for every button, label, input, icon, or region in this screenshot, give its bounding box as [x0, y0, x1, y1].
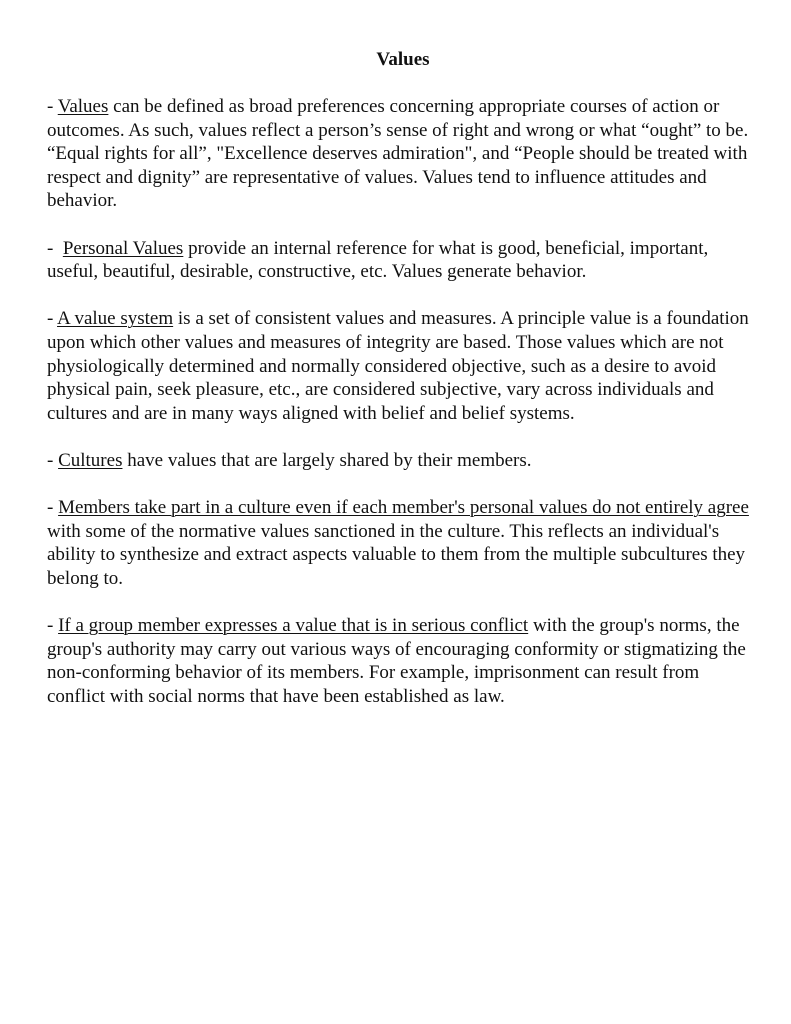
paragraph-text: can be defined as broad preferences concerning appropriate courses of action or outcomes. As such, values reflect a person’s sense of right and wrong or what “ought” to be. “Equal rights for all”, "Excellence deserves admiration", and “People should be treated with respect and dignity” are representative of values. Values tend to influence attitudes and behavior. — [47, 96, 749, 212]
paragraph-text: with some of the normative values sanctioned in the culture. This reflects an individual's ability to synthesize and extract aspects valuable to them from the multiple subcultures they belong to. — [47, 520, 746, 589]
paragraph-bullet: - — [47, 449, 59, 471]
paragraph-bullet: - — [47, 96, 58, 117]
paragraph-members — [47, 496, 759, 590]
paragraph-bullet: - — [47, 497, 59, 519]
paragraph-values-definition — [47, 95, 759, 213]
term-group-conflict: If a group member expresses a value that is in serious conflict — [58, 615, 529, 637]
paragraph-value-system — [47, 307, 759, 425]
term-members: Members take part in a culture even if each member's personal values do not entirely agree — [58, 497, 749, 519]
paragraph-text: is a set of consistent values and measures. A principle value is a foundation upon which other values and measures of integrity are based. Those values which are not physiologically determined and normally considered objective, such as a desire to avoid physical pain, seek pleasure, etc., are considered subjective, vary across individuals and cultures and are in many ways aligned with belief and belief systems. — [47, 308, 749, 424]
paragraph-cultures — [47, 449, 759, 473]
document-page — [47, 48, 759, 732]
paragraph-bullet: - — [47, 615, 59, 637]
paragraph-text: provide an internal reference for what is good, beneficial, important, useful, beautiful, desirable, constructive, etc. Values generate behavior. — [47, 237, 709, 283]
paragraph-text: with the group's norms, the group's authority may carry out various ways of encouraging conformity or stigmatizing the non-conforming behavior of its members. For example, imprisonment can result from conflict with social norms that have been established as law. — [47, 615, 746, 707]
paragraph-text: have values that are largely shared by their members. — [122, 449, 532, 471]
term-values: Values — [57, 96, 109, 117]
paragraph-group-conflict — [47, 614, 759, 708]
term-personal-values: Personal Values — [62, 237, 184, 259]
term-value-system: A value system — [57, 308, 174, 330]
paragraph-bullet: - — [47, 308, 58, 330]
term-cultures: Cultures — [58, 449, 123, 471]
paragraph-personal-values — [47, 237, 759, 284]
paragraph-bullet: - — [47, 237, 63, 259]
document-title: Values — [376, 49, 430, 70]
